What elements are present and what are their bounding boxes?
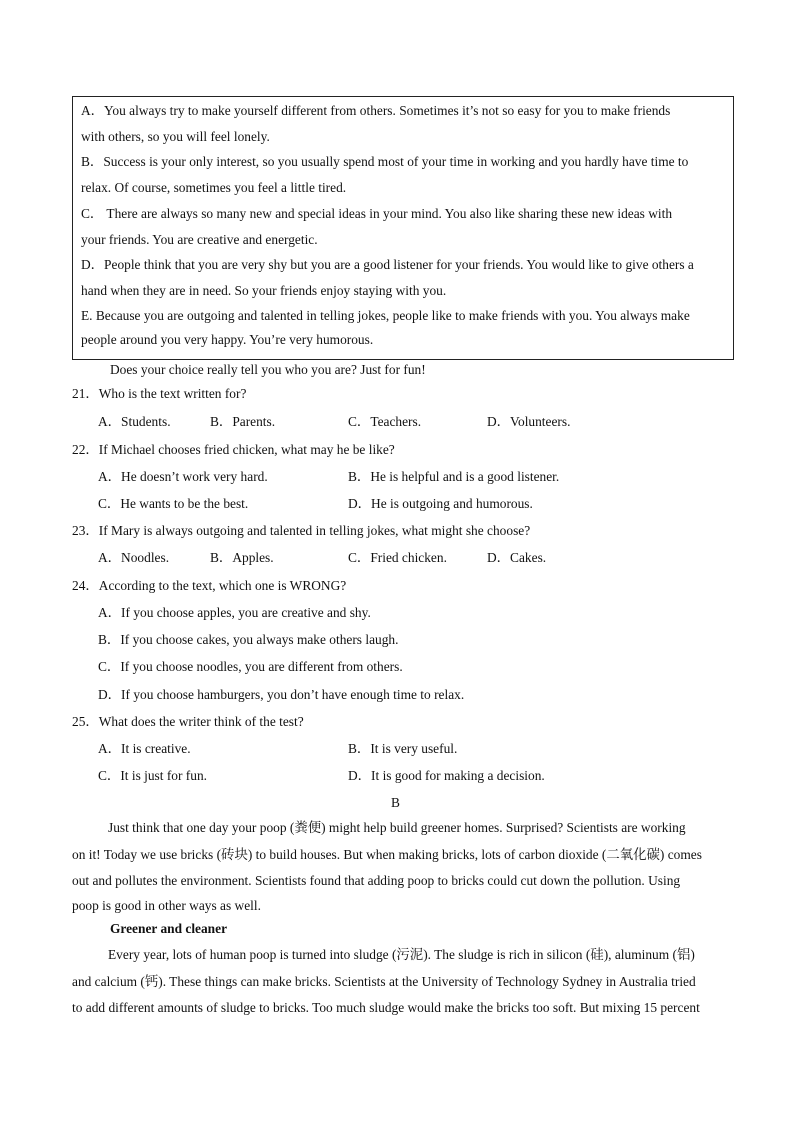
question-number: 21． xyxy=(72,386,99,401)
question-text: If Michael chooses fried chicken, what may he be like? xyxy=(98,442,395,457)
question-24 xyxy=(72,578,346,594)
para2-line-2: and calcium (钙). These things can make bricks. Scientists at the University of Technology Sydney in Australia tried xyxy=(72,974,696,989)
q22-option-b[interactable]: B．He is helpful and is a good listener. xyxy=(348,469,560,484)
q22-option-d[interactable]: D．He is outgoing and humorous. xyxy=(348,496,533,511)
question-number: 25． xyxy=(72,714,99,729)
q24-option-d[interactable]: D．If you choose hamburgers, you don’t have enough time to relax. xyxy=(98,687,465,702)
option-a-line-1: A．You always try to make yourself different from others. Sometimes it’s not so easy for you to make friends xyxy=(81,103,671,118)
section-b-label: B xyxy=(391,795,400,810)
para1-line-1: Just think that one day your poop (粪便) might help build greener homes. Surprised? Scientists are working xyxy=(108,820,686,835)
q23-option-c[interactable]: C．Fried chicken. xyxy=(348,550,447,565)
q21-option-a[interactable]: A．Students. xyxy=(98,414,171,429)
option-c-line-1: C． There are always so many new and special ideas in your mind. You also like sharing these new ideas with xyxy=(81,206,673,221)
option-a-line-2: with others, so you will feel lonely. xyxy=(81,129,270,144)
option-d-line-2: hand when they are in need. So your friends enjoy staying with you. xyxy=(81,283,447,298)
question-25 xyxy=(72,714,304,730)
question-number: 22． xyxy=(72,442,99,457)
closing-line: Does your choice really tell you who you are? Just for fun! xyxy=(110,362,426,377)
option-b-line-2: relax. Of course, sometimes you feel a little tired. xyxy=(81,180,347,195)
q21-option-c[interactable]: C．Teachers. xyxy=(348,414,422,429)
para1-line-2: on it! Today we use bricks (砖块) to build houses. But when making bricks, lots of carbon dioxide (二氧化碳) comes xyxy=(72,847,702,862)
question-23 xyxy=(72,523,530,539)
para1-line-4: poop is good in other ways as well. xyxy=(72,898,261,913)
q21-option-b[interactable]: B．Parents. xyxy=(210,414,276,429)
para1-line-3: out and pollutes the environment. Scientists found that adding poop to bricks could cut down the pollution. Using xyxy=(72,873,681,888)
q25-option-a[interactable]: A．It is creative. xyxy=(98,741,191,756)
question-text: According to the text, which one is WRONG? xyxy=(98,578,347,593)
option-e-line-2: people around you very happy. You’re very humorous. xyxy=(81,332,374,347)
question-text: If Mary is always outgoing and talented in telling jokes, what might she choose? xyxy=(98,523,531,538)
section-heading: Greener and cleaner xyxy=(110,921,228,936)
option-e-line-1: E. Because you are outgoing and talented in telling jokes, people like to make friends with you. You always make xyxy=(81,308,690,323)
option-c-line-2: your friends. You are creative and energetic. xyxy=(81,232,318,247)
question-22 xyxy=(72,442,395,458)
question-number: 24． xyxy=(72,578,99,593)
option-d-line-1: D．People think that you are very shy but you are a good listener for your friends. You would like to give others a xyxy=(81,257,694,272)
q24-option-a[interactable]: A．If you choose apples, you are creative and shy. xyxy=(98,605,371,620)
para2-line-3: to add different amounts of sludge to bricks. Too much sludge would make the bricks too soft. But mixing 15 percent xyxy=(72,1000,700,1015)
question-21 xyxy=(72,386,246,402)
q23-option-d[interactable]: D．Cakes. xyxy=(487,550,547,565)
q25-option-c[interactable]: C．It is just for fun. xyxy=(98,768,207,783)
q24-option-c[interactable]: C．If you choose noodles, you are different from others. xyxy=(98,659,403,674)
q21-option-d[interactable]: D．Volunteers. xyxy=(487,414,571,429)
q25-option-b[interactable]: B．It is very useful. xyxy=(348,741,458,756)
para2-line-1: Every year, lots of human poop is turned into sludge (污泥). The sludge is rich in silicon (硅), aluminum (铝) xyxy=(108,947,695,962)
q23-option-a[interactable]: A．Noodles. xyxy=(98,550,170,565)
question-text: Who is the text written for? xyxy=(98,386,247,401)
q22-option-a[interactable]: A．He doesn’t work very hard. xyxy=(98,469,268,484)
q22-option-c[interactable]: C．He wants to be the best. xyxy=(98,496,249,511)
q23-option-b[interactable]: B．Apples. xyxy=(210,550,274,565)
option-b-line-1: B．Success is your only interest, so you usually spend most of your time in working and you hardly have time to xyxy=(81,154,689,169)
q25-option-d[interactable]: D．It is good for making a decision. xyxy=(348,768,545,783)
question-text: What does the writer think of the test? xyxy=(98,714,304,729)
q24-option-b[interactable]: B．If you choose cakes, you always make others laugh. xyxy=(98,632,399,647)
question-number: 23． xyxy=(72,523,99,538)
